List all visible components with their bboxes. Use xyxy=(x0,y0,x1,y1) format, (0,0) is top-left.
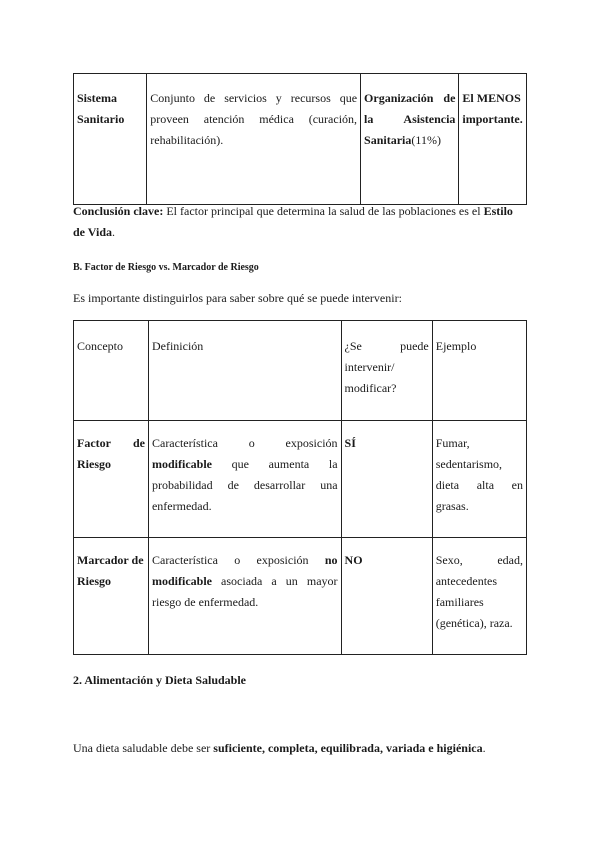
header-example: Ejemplo xyxy=(432,321,526,421)
row-organization xyxy=(361,74,459,205)
concept-marker: Marcador de Riesgo xyxy=(74,538,149,655)
section-2-title: 2. Alimentación y Dieta Saludable xyxy=(73,673,247,687)
conclusion-paragraph xyxy=(73,201,527,243)
conclusion-text: El factor principal que determina la salud de las poblaciones es el xyxy=(163,204,484,218)
header-concept: Concepto xyxy=(74,321,149,421)
diet-paragraph xyxy=(73,738,527,759)
table-row xyxy=(74,538,527,655)
definition-factor xyxy=(148,421,341,538)
diet-text: Una dieta saludable debe ser xyxy=(73,741,214,755)
diet-emphasis: suficiente, completa, equilibrada, variada e higiénica xyxy=(213,741,483,755)
conclusion-emphasis: Estilo de Vida xyxy=(73,204,513,239)
section-b-intro: Es importante distinguirlos para saber sobre qué se puede intervenir: xyxy=(73,291,402,305)
table-header-row xyxy=(74,321,527,421)
row-label: Sistema Sanitario xyxy=(74,74,147,205)
answer-factor: SÍ xyxy=(341,421,432,538)
example-factor: Fumar, sedentarismo, dieta alta en grasas. xyxy=(432,421,526,538)
row-importance: El MENOS importante. xyxy=(459,74,527,205)
definition-emphasis: modificable xyxy=(151,457,212,471)
header-definition: Definición xyxy=(148,321,341,421)
table-row xyxy=(74,74,527,205)
organization-label: Organización de la Asistencia Sanitaria xyxy=(364,91,456,147)
definition-marker xyxy=(148,538,341,655)
row-definition: Conjunto de servicios y recursos que proveen atención médica (curación, rehabilitación). xyxy=(147,74,361,205)
diet-end: . xyxy=(482,741,486,755)
table-row xyxy=(74,421,527,538)
definition-text: Característica o exposición xyxy=(151,436,338,450)
section-b-title: B. Factor de Riesgo vs. Marcador de Riesgo xyxy=(73,262,259,273)
definition-text: que aumenta la probabilidad de desarrollar una enfermedad. xyxy=(151,457,338,513)
organization-percent: (11%) xyxy=(411,133,441,147)
answer-marker: NO xyxy=(341,538,432,655)
definition-emphasis: no modificable xyxy=(151,553,338,588)
concept-factor: Factor de Riesgo xyxy=(74,421,149,538)
header-modifiable: ¿Se puede intervenir/ modificar? xyxy=(341,321,432,421)
health-determinants-table xyxy=(73,73,527,205)
conclusion-label: Conclusión clave: xyxy=(73,204,164,218)
example-marker: Sexo, edad, antecedentes familiares (genética), raza. xyxy=(432,538,526,655)
conclusion-end: . xyxy=(112,225,116,239)
risk-comparison-table xyxy=(73,320,527,655)
definition-text: asociada a un mayor riesgo de enfermedad. xyxy=(151,574,338,609)
definition-text: Característica o exposición xyxy=(151,553,325,567)
